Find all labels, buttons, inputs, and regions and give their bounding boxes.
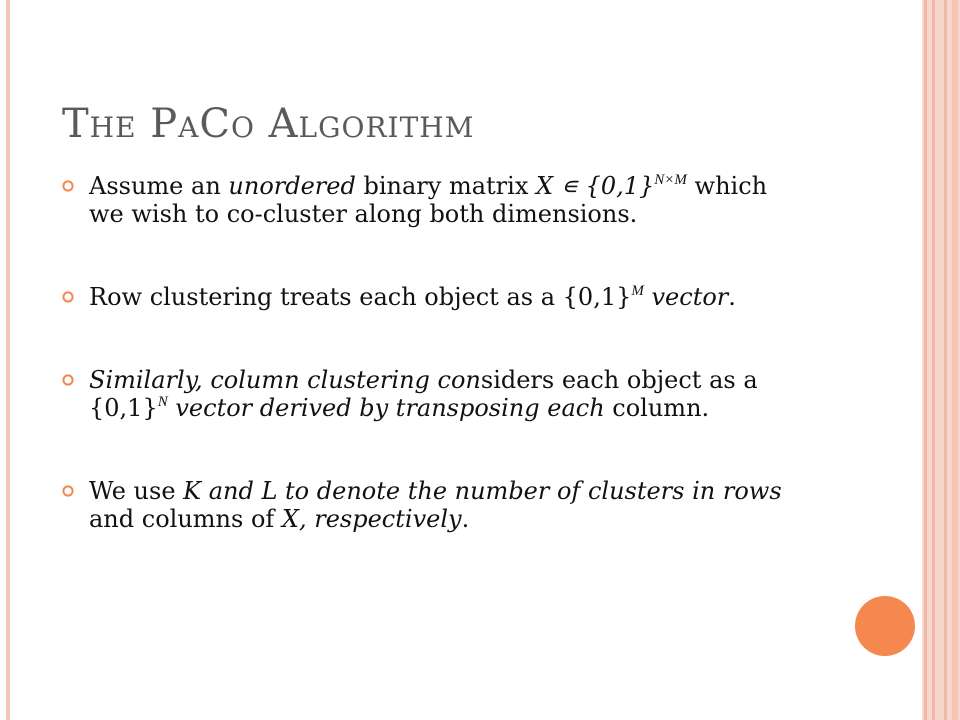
slide-title: The PaCo Algorithm [62,101,475,147]
ring-bullet-icon [62,374,74,386]
bullet-text [89,283,800,311]
ring-bullet-icon [62,291,74,303]
bullet-text-run: . [461,505,470,533]
bullet-text-italic: Similarly, column clustering con [89,366,481,394]
bullet-item [60,172,800,228]
bullet-text-italic: unordered [228,172,356,200]
right-stripe [944,0,947,720]
math-superscript: N [157,394,168,410]
bullet-text [89,172,800,228]
bullet-list [60,172,800,533]
bullet-text-run: column. [604,394,710,422]
bullet-text-run: We use [89,477,184,505]
bullet-text-run: and columns of [89,505,282,533]
bullet-item [60,283,800,311]
bullet-text-italic: vector [651,283,729,311]
right-stripe [932,0,935,720]
ring-bullet-icon [62,180,74,192]
bullet-item [60,366,800,422]
bullet-text-italic: vector derived by transposing each [175,394,605,422]
right-stripe [924,0,927,720]
bullet-text-italic: K and L to denote the number of clusters in rows [183,477,782,505]
bullet-text-run: which we wish to co-cluster along both dimensions. [89,172,768,228]
bullet-text-run: Row clustering treats each object as a {0,1} [89,283,632,311]
left-frame-border [6,0,10,720]
bullet-text-run: Assume an [89,172,229,200]
ring-bullet-icon [62,485,74,497]
bullet-text-italic: X, respectively [281,505,462,533]
bullet-text [89,477,800,533]
accent-circle [855,596,915,656]
bullet-text-run: binary matrix [355,172,536,200]
math-superscript: M [631,283,644,299]
bullet-text-run [644,283,652,311]
bullet-item [60,477,800,533]
math-expression: X ∊ {0,1} [535,172,655,200]
bullet-text [89,366,800,422]
right-stripe [952,0,958,720]
math-superscript: N×M [654,172,687,188]
bullet-text-run: siders each object as a {0,1} [89,366,758,422]
bullet-text-run: . [728,283,736,311]
